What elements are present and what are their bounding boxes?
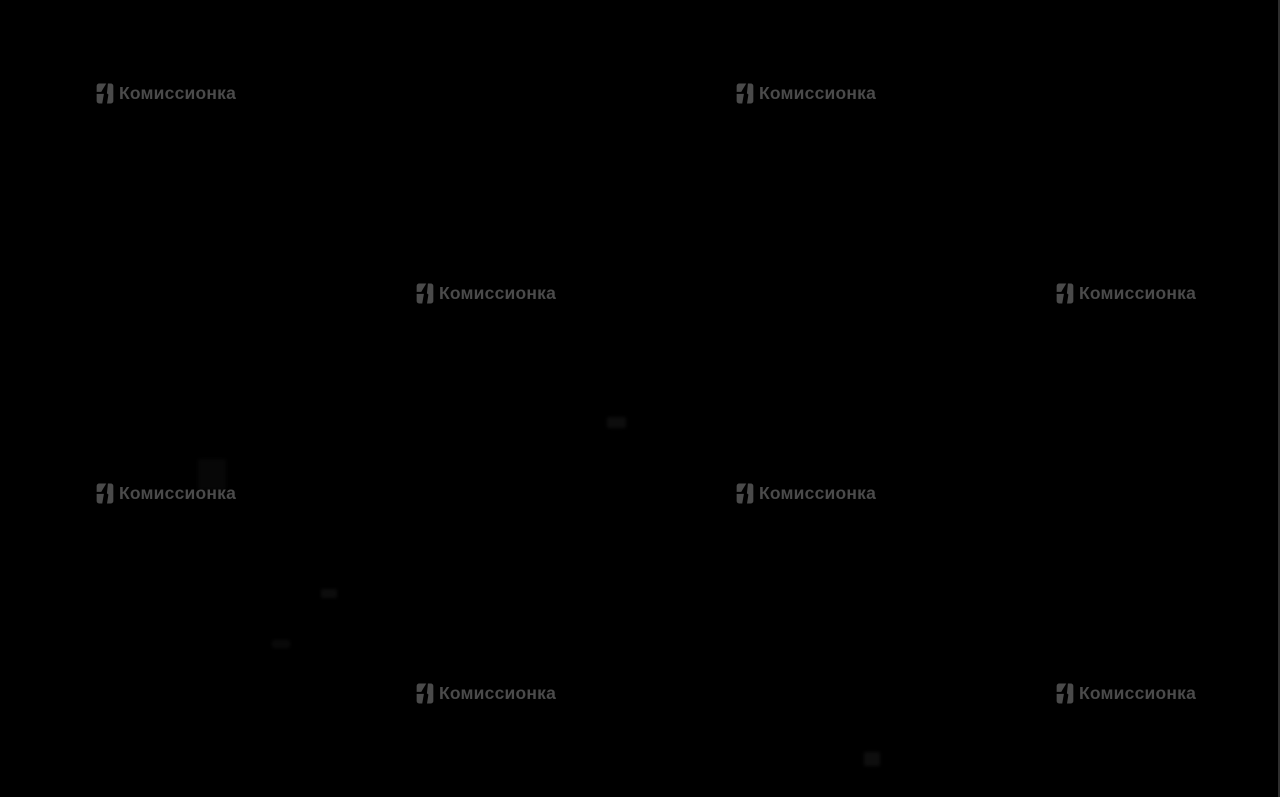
watermark-label: Комиссионка	[1079, 683, 1197, 703]
watermark-label: Комиссионка	[119, 483, 237, 503]
photo-reflection	[321, 589, 337, 598]
watermark	[415, 282, 556, 305]
watermark	[415, 682, 556, 705]
photo-reflection	[864, 752, 880, 766]
komissionka-logo-icon	[735, 82, 755, 105]
komissionka-logo-icon	[415, 682, 435, 705]
watermark	[735, 82, 876, 105]
watermark-label: Комиссионка	[439, 683, 557, 703]
komissionka-logo-icon	[415, 282, 435, 305]
watermark	[735, 482, 876, 505]
komissionka-logo-icon	[95, 482, 115, 505]
watermark-label: Комиссионка	[119, 83, 237, 103]
photo-reflection	[272, 640, 290, 648]
watermark-label: Комиссионка	[1079, 283, 1197, 303]
komissionka-logo-icon	[1055, 682, 1075, 705]
watermark-label: Комиссионка	[439, 283, 557, 303]
watermark	[95, 82, 236, 105]
komissionka-logo-icon	[1055, 282, 1075, 305]
watermark-label: Комиссионка	[759, 83, 877, 103]
watermark	[1055, 282, 1196, 305]
watermark	[1055, 682, 1196, 705]
komissionka-logo-icon	[95, 82, 115, 105]
watermark-label: Комиссионка	[759, 483, 877, 503]
photo-reflection	[607, 417, 626, 428]
komissionka-logo-icon	[735, 482, 755, 505]
photo-reflection	[198, 459, 226, 490]
